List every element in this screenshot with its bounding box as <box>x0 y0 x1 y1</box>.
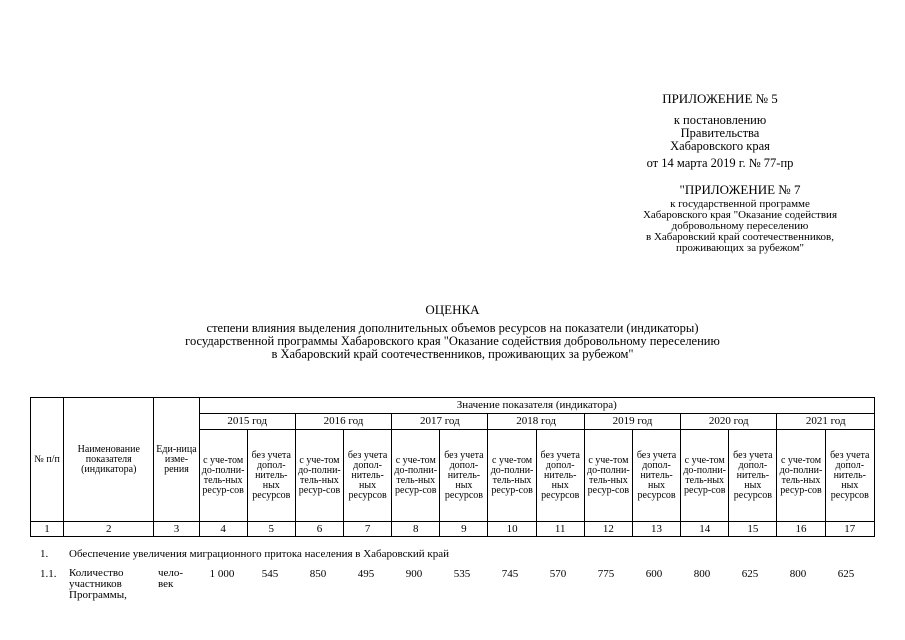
row-value: 900 <box>405 568 423 580</box>
column-number: 10 <box>488 522 536 537</box>
column-number: 11 <box>536 522 584 537</box>
header-with-resources: с уче-том до-полни-тель-ных ресур-сов <box>199 430 247 522</box>
row-value: 545 <box>261 568 279 580</box>
column-number: 17 <box>825 522 874 537</box>
row-indicator-name: Количество участников Программы, <box>69 567 127 601</box>
document-subtitle <box>0 322 905 361</box>
appendix-5-line: к постановлению <box>673 112 767 127</box>
column-number: 6 <box>295 522 343 537</box>
appendix-7-line: добровольному переселению <box>671 219 809 232</box>
header-indicator-name: Наименование показателя (индикатора) <box>64 398 154 522</box>
header-without-resources: без учета допол-нитель-ных ресурсов <box>729 430 777 522</box>
header-with-resources: с уче-том до-полни-тель-ных ресур-сов <box>392 430 440 522</box>
appendix-5-header <box>620 92 820 170</box>
row-value: 775 <box>597 568 615 580</box>
header-year: 2015 год <box>199 414 295 430</box>
header-without-resources: без учета допол-нитель-ных ресурсов <box>536 430 584 522</box>
header-with-resources: с уче-том до-полни-тель-ных ресур-сов <box>584 430 632 522</box>
appendix-7-line: к государственной программе <box>670 197 810 210</box>
row-value: 800 <box>693 568 711 580</box>
header-number: № п/п <box>31 398 64 522</box>
row-index: 1.1. <box>40 568 57 580</box>
header-with-resources: с уче-том до-полни-тель-ных ресур-сов <box>488 430 536 522</box>
column-number: 12 <box>584 522 632 537</box>
header-without-resources: без учета допол-нитель-ных ресурсов <box>825 430 874 522</box>
header-without-resources: без учета допол-нитель-ных ресурсов <box>344 430 392 522</box>
column-number: 13 <box>632 522 680 537</box>
row-unit: чело-век <box>158 567 184 590</box>
header-year: 2019 год <box>584 414 680 430</box>
column-number: 3 <box>154 522 199 537</box>
header-without-resources: без учета допол-нитель-ных ресурсов <box>632 430 680 522</box>
row-value: 600 <box>645 568 663 580</box>
header-year: 2017 год <box>392 414 488 430</box>
appendix-7-line: Хабаровского края "Оказание содействия <box>642 208 837 221</box>
row-value: 800 <box>789 568 807 580</box>
header-with-resources: с уче-том до-полни-тель-ных ресур-сов <box>295 430 343 522</box>
header-with-resources: с уче-том до-полни-тель-ных ресур-сов <box>681 430 729 522</box>
appendix-5-date: от 14 марта 2019 г. № 77-пр <box>646 156 794 171</box>
header-unit: Еди-ница изме-рения <box>154 398 199 522</box>
row-value: 1 000 <box>209 568 235 580</box>
subtitle-line: государственной программы Хабаровского края "Оказание содействия добровольному переселению <box>185 334 720 349</box>
row-value: 495 <box>357 568 375 580</box>
row-value: 570 <box>549 568 567 580</box>
header-with-resources: с уче-том до-полни-тель-ных ресур-сов <box>777 430 825 522</box>
section-index: 1. <box>40 548 49 560</box>
appendix-7-heading: "ПРИЛОЖЕНИЕ № 7 <box>679 182 801 197</box>
column-number: 9 <box>440 522 488 537</box>
header-without-resources: без учета допол-нитель-ных ресурсов <box>440 430 488 522</box>
column-number: 1 <box>31 522 64 537</box>
header-year: 2020 год <box>681 414 777 430</box>
appendix-7-line: проживающих за рубежом" <box>676 241 804 254</box>
document-title: ОЦЕНКА <box>425 302 480 317</box>
header-indicator-value: Значение показателя (индикатора) <box>199 398 874 414</box>
row-value: 850 <box>309 568 327 580</box>
column-number: 15 <box>729 522 777 537</box>
appendix-5-line: Правительства <box>680 125 760 140</box>
header-year: 2021 год <box>777 414 875 430</box>
column-number: 7 <box>344 522 392 537</box>
section-title: Обеспечение увеличения миграционного притока населения в Хабаровский край <box>69 548 450 560</box>
header-year: 2016 год <box>295 414 391 430</box>
header-year: 2018 год <box>488 414 584 430</box>
appendix-5-line: Хабаровского края <box>670 138 770 153</box>
appendix-5-heading: ПРИЛОЖЕНИЕ № 5 <box>662 91 778 106</box>
column-number: 4 <box>199 522 247 537</box>
column-number: 8 <box>392 522 440 537</box>
row-value: 625 <box>837 568 855 580</box>
row-value: 535 <box>453 568 471 580</box>
appendix-7-line: в Хабаровский край соотечественников, <box>646 230 834 243</box>
row-value: 745 <box>501 568 519 580</box>
column-number: 16 <box>777 522 825 537</box>
row-value: 625 <box>741 568 759 580</box>
subtitle-line: степени влияния выделения дополнительных объемов ресурсов на показатели (индикаторы) <box>206 321 699 335</box>
column-number: 2 <box>64 522 154 537</box>
header-without-resources: без учета допол-нитель-ных ресурсов <box>247 430 295 522</box>
column-number: 14 <box>681 522 729 537</box>
indicator-table <box>30 397 875 537</box>
column-number: 5 <box>247 522 295 537</box>
appendix-7-header <box>620 183 860 254</box>
subtitle-line: в Хабаровский край соотечественников, проживающих за рубежом" <box>271 347 634 362</box>
